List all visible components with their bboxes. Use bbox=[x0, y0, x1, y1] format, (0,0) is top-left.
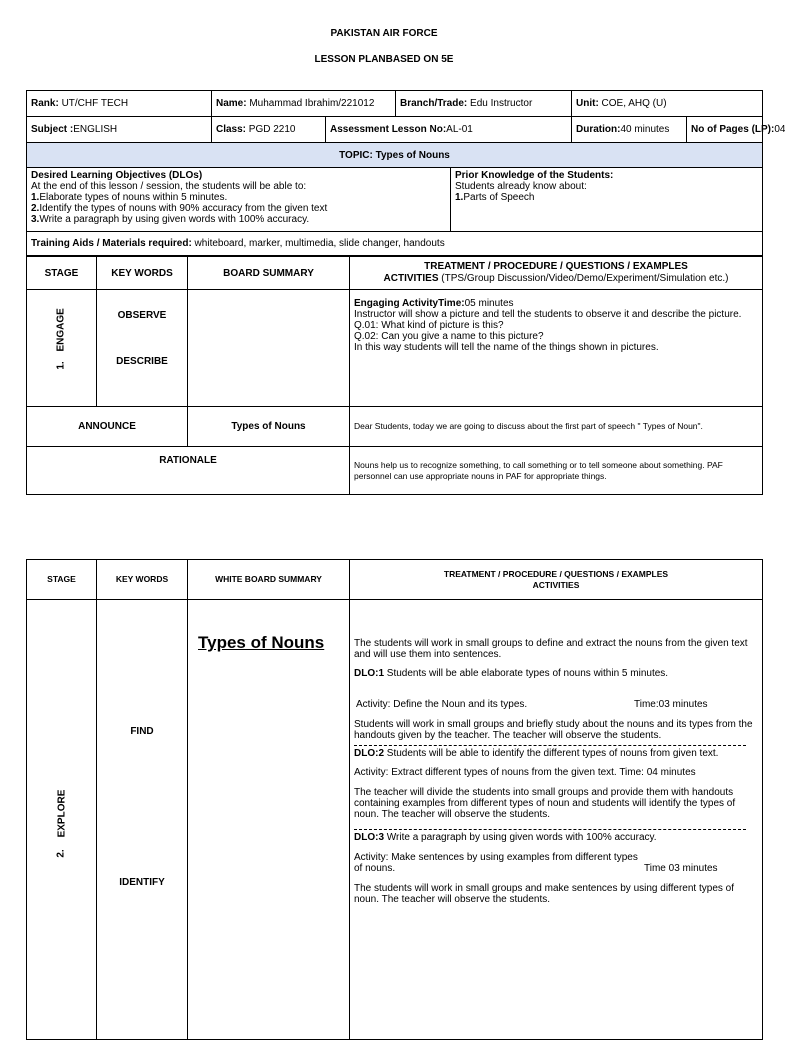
name-cell: Name: Muhammad Ibrahim/221012 bbox=[212, 91, 396, 117]
rationale-label: RATIONALE bbox=[27, 447, 350, 495]
engage-stage-cell bbox=[27, 290, 97, 407]
engage-table bbox=[26, 256, 763, 495]
dlo-item: 2.Identify the types of nouns with 90% accuracy from the given text bbox=[31, 203, 328, 214]
keywords-header-2: KEY WORDS bbox=[97, 560, 188, 600]
prior-title: Prior Knowledge of the Students: bbox=[455, 170, 614, 181]
rank-cell: Rank: UT/CHF TECH bbox=[27, 91, 212, 117]
engage-keywords-cell bbox=[97, 290, 188, 407]
separator-line bbox=[354, 745, 746, 746]
subject-cell: Subject :ENGLISH bbox=[27, 117, 212, 143]
pages-cell: No of Pages (LP):04 bbox=[687, 117, 763, 143]
dlo-item: 3.Write a paragraph by using given words with 100% accuracy. bbox=[31, 214, 310, 225]
stage-explore-label: EXPLORE bbox=[56, 789, 68, 838]
keyword-identify: IDENTIFY bbox=[119, 877, 165, 888]
stage-header-2: STAGE bbox=[27, 560, 97, 600]
stage-number: 1. bbox=[55, 361, 67, 370]
document-org-title: PAKISTAN AIR FORCE bbox=[330, 28, 438, 39]
whiteboard-summary-header: WHITE BOARD SUMMARY bbox=[188, 560, 350, 600]
dlo-title: Desired Learning Objectives (DLOs) bbox=[31, 170, 203, 181]
engage-board-cell bbox=[188, 290, 350, 407]
unit-cell: Unit: COE, AHQ (U) bbox=[572, 91, 763, 117]
board-title-types-of-nouns: Types of Nouns bbox=[198, 633, 325, 652]
prior-knowledge-cell bbox=[451, 168, 763, 232]
explore-board-cell bbox=[188, 600, 350, 1040]
board-summary-header: BOARD SUMMARY bbox=[188, 257, 350, 290]
keyword-describe: DESCRIBE bbox=[116, 356, 168, 367]
prior-intro: Students already know about: bbox=[455, 181, 587, 192]
announce-label: ANNOUNCE bbox=[27, 407, 188, 447]
objectives-table bbox=[26, 167, 763, 256]
explore-keywords-cell bbox=[97, 600, 188, 1040]
document-subtitle: LESSON PLANBASED ON 5E bbox=[314, 54, 454, 65]
info-table bbox=[26, 90, 785, 168]
explore-stage-cell bbox=[27, 600, 97, 1040]
separator-line bbox=[354, 829, 746, 830]
class-cell: Class: PGD 2210 bbox=[212, 117, 326, 143]
training-aids-cell: Training Aids / Materials required: whiteboard, marker, multimedia, slide changer, handouts bbox=[27, 232, 763, 256]
stage-number-2: 2. bbox=[55, 849, 67, 858]
topic-banner: TOPIC: Types of Nouns bbox=[27, 143, 763, 168]
rationale-text: Nouns help us to recognize something, to call something or to tell someone about something. PAF personnel can use appropriate nouns in PAF for appropriate things. bbox=[350, 447, 763, 495]
engage-activity-cell: Engaging ActivityTime:05 minutes Instructor will show a picture and tell the students to observe it and describe the picture. Q.01: What kind of picture is this? Q.02: Can you give a name to this picture? In this way students will tell the name of the things shown in pictures. bbox=[350, 290, 763, 407]
duration-cell: Duration:40 minutes bbox=[572, 117, 687, 143]
dlo-cell bbox=[27, 168, 451, 232]
treatment-header: TREATMENT / PROCEDURE / QUESTIONS / EXAMPLES ACTIVITIES (TPS/Group Discussion/Video/Demo/Experiment/Simulation etc.) bbox=[350, 257, 763, 290]
explore-table bbox=[26, 559, 763, 1040]
stage-header: STAGE bbox=[27, 257, 97, 290]
keyword-observe: OBSERVE bbox=[117, 310, 167, 321]
dlo-intro: At the end of this lesson / session, the students will be able to: bbox=[31, 181, 307, 192]
treatment-header-2: TREATMENT / PROCEDURE / QUESTIONS / EXAMPLES ACTIVITIES bbox=[350, 560, 763, 600]
explore-activity-cell: The students will work in small groups to define and extract the nouns from the given text and will use them into sentences. DLO:1 Students will be able elaborate types of nouns within 5 minutes. Activity: Define the Noun and its types. Time:03 minutes Students will work in small groups and briefly study about the nouns and its types from the handouts given by the teacher. The teacher will observe the students. DLO:2 Students will be able to identify the different types of nouns from given text. Activity: Extract different types of nouns from the given text. Time: 04 minutes The teacher will divide the students into small groups and provide them with handouts containing examples from different types of noun and students will identify the types of noun. The teacher will observe the students. DLO:3 Write a paragraph by using given words with 100% accuracy. Activity: Make sentences by using examples from different types of nouns. Time 03 minutes The students will work in small groups and make sentences by using different types of noun. The teacher will observe the students. bbox=[350, 600, 763, 1040]
keyword-find: FIND bbox=[130, 726, 154, 737]
stage-engage-label: ENGAGE bbox=[55, 308, 67, 352]
dlo-item: 1.Elaborate types of nouns within 5 minutes. bbox=[31, 192, 228, 203]
branch-cell: Branch/Trade: Edu Instructor bbox=[396, 91, 572, 117]
assessment-cell: Assessment Lesson No:AL-01 bbox=[326, 117, 572, 143]
announce-text: Dear Students, today we are going to discuss about the first part of speech " Types of Noun". bbox=[350, 407, 763, 447]
prior-item: 1.Parts of Speech bbox=[455, 192, 535, 203]
announce-board: Types of Nouns bbox=[188, 407, 350, 447]
keywords-header: KEY WORDS bbox=[97, 257, 188, 290]
